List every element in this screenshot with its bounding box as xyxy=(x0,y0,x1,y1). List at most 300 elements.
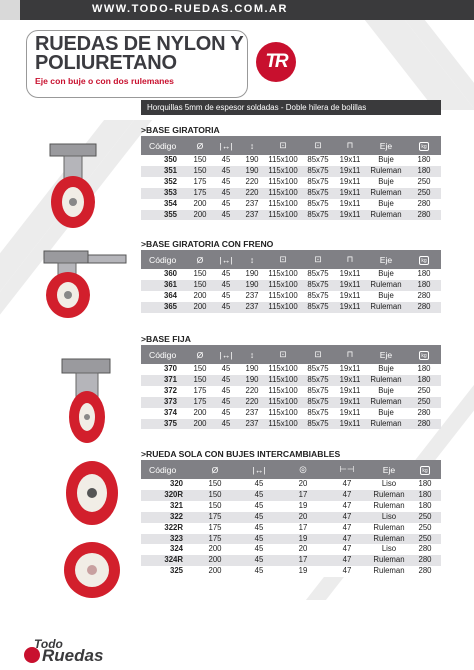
table-cell: 85x75 xyxy=(301,188,335,199)
table-cell: 47 xyxy=(325,501,369,512)
table-cell: 250 xyxy=(407,386,441,397)
table-row xyxy=(141,188,441,199)
table-cell: 19x11 xyxy=(335,419,365,430)
table-cell: 85x75 xyxy=(301,177,335,188)
product-code: 322 xyxy=(141,512,193,523)
table-row xyxy=(141,280,441,291)
table-cell: 47 xyxy=(325,534,369,545)
table-cell: Ruleman xyxy=(365,302,407,313)
table-cell: 190 xyxy=(239,375,265,386)
height-icon: ↕ xyxy=(239,250,265,269)
table-cell: 19 xyxy=(281,534,325,545)
table-cell: 45 xyxy=(237,544,281,555)
table-cell: 115x100 xyxy=(265,155,301,166)
table-cell: 150 xyxy=(193,479,237,490)
table-cell: 45 xyxy=(237,523,281,534)
table-cell: 190 xyxy=(239,269,265,280)
table-header-row xyxy=(141,460,441,479)
table-cell: 220 xyxy=(239,386,265,397)
top-bar-edge xyxy=(0,0,20,20)
table-cell: Ruleman xyxy=(365,188,407,199)
table-cell: 200 xyxy=(187,302,213,313)
header-code: Código xyxy=(141,460,193,479)
table-cell: 85x75 xyxy=(301,386,335,397)
table-cell: Ruleman xyxy=(369,534,409,545)
axle-length-icon: ⊢⊣ xyxy=(325,460,369,479)
table-rueda-sola xyxy=(141,460,441,577)
table-cell: 19x11 xyxy=(335,302,365,313)
table-cell: 45 xyxy=(213,386,239,397)
table-cell: Ruleman xyxy=(365,375,407,386)
section-title-base-fija: >BASE FIJA xyxy=(141,334,191,344)
table-cell: 190 xyxy=(239,280,265,291)
product-code: 351 xyxy=(141,166,187,177)
table-cell: 200 xyxy=(187,408,213,419)
width-icon: |↔| xyxy=(213,250,239,269)
table-cell: 85x75 xyxy=(301,291,335,302)
table-cell: 150 xyxy=(193,501,237,512)
table-cell: 190 xyxy=(239,166,265,177)
table-cell: 45 xyxy=(213,408,239,419)
table-cell: 47 xyxy=(325,490,369,501)
bore-icon: ◎ xyxy=(281,460,325,479)
table-cell: 175 xyxy=(193,512,237,523)
table-row xyxy=(141,479,441,490)
table-cell: 47 xyxy=(325,555,369,566)
weight-icon xyxy=(409,460,441,479)
width-icon: |↔| xyxy=(213,136,239,155)
table-row xyxy=(141,490,441,501)
table-cell: 85x75 xyxy=(301,419,335,430)
page-title-line1: RUEDAS DE NYLON Y xyxy=(35,33,244,55)
table-cell: 85x75 xyxy=(301,166,335,177)
holes-icon: ⊡ xyxy=(301,250,335,269)
table-cell: Ruleman xyxy=(369,523,409,534)
kg-label: kg xyxy=(419,142,429,151)
product-code: 372 xyxy=(141,386,187,397)
table-cell: 85x75 xyxy=(301,210,335,221)
table-cell: 85x75 xyxy=(301,280,335,291)
table-cell: Ruleman xyxy=(369,501,409,512)
table-cell: Liso xyxy=(369,479,409,490)
table-cell: 280 xyxy=(407,291,441,302)
table-cell: 115x100 xyxy=(265,269,301,280)
table-cell: 200 xyxy=(187,210,213,221)
table-cell: 45 xyxy=(213,199,239,210)
table-header-row xyxy=(141,136,441,155)
table-cell: 19x11 xyxy=(335,364,365,375)
table-cell: 45 xyxy=(213,166,239,177)
table-cell: Liso xyxy=(369,512,409,523)
table-cell: 190 xyxy=(239,364,265,375)
table-row xyxy=(141,555,441,566)
table-cell: 85x75 xyxy=(301,155,335,166)
bolt-icon: ⊓ xyxy=(335,136,365,155)
table-body xyxy=(141,479,441,577)
table-cell: 19x11 xyxy=(335,177,365,188)
product-code: 373 xyxy=(141,397,187,408)
table-cell: 45 xyxy=(213,188,239,199)
product-code: 364 xyxy=(141,291,187,302)
table-cell: 237 xyxy=(239,291,265,302)
table-cell: 175 xyxy=(187,397,213,408)
brake-caster-image xyxy=(38,245,138,320)
table-cell: 85x75 xyxy=(301,199,335,210)
wheel-only-image-2 xyxy=(60,538,124,602)
table-cell: 45 xyxy=(237,490,281,501)
footer-brand-top: Todo xyxy=(34,637,63,651)
height-icon: ↕ xyxy=(239,136,265,155)
table-cell: 115x100 xyxy=(265,188,301,199)
table-cell: 220 xyxy=(239,177,265,188)
table-cell: 280 xyxy=(407,419,441,430)
title-box xyxy=(26,30,248,98)
table-cell: Buje xyxy=(365,408,407,419)
table-row xyxy=(141,199,441,210)
table-cell: 280 xyxy=(407,199,441,210)
table-cell: 47 xyxy=(325,544,369,555)
table-cell: Buje xyxy=(365,386,407,397)
swivel-caster-image xyxy=(38,140,108,230)
plate-icon: ⊡ xyxy=(265,345,301,364)
table-cell: Buje xyxy=(365,291,407,302)
table-cell: 180 xyxy=(407,364,441,375)
table-cell: 19x11 xyxy=(335,397,365,408)
table-cell: 250 xyxy=(409,534,441,545)
spec-banner: Horquillas 5mm de espesor soldadas - Doble hilera de bolillas xyxy=(141,100,441,115)
bolt-icon: ⊓ xyxy=(335,345,365,364)
product-code: 325 xyxy=(141,566,193,577)
table-cell: 45 xyxy=(213,397,239,408)
table-cell: Ruleman xyxy=(369,566,409,577)
table-row xyxy=(141,419,441,430)
table-cell: Buje xyxy=(365,177,407,188)
table-row xyxy=(141,177,441,188)
table-cell: 180 xyxy=(407,269,441,280)
plate-icon: ⊡ xyxy=(265,250,301,269)
table-cell: 19x11 xyxy=(335,375,365,386)
table-base-fija xyxy=(141,345,441,429)
table-cell: 115x100 xyxy=(265,166,301,177)
table-cell: 180 xyxy=(407,155,441,166)
weight-icon xyxy=(407,136,441,155)
table-cell: 280 xyxy=(407,302,441,313)
product-code: 365 xyxy=(141,302,187,313)
table-cell: Ruleman xyxy=(369,555,409,566)
table-cell: 200 xyxy=(187,419,213,430)
table-cell: 200 xyxy=(193,566,237,577)
table-cell: 250 xyxy=(409,512,441,523)
table-cell: 19x11 xyxy=(335,386,365,397)
table-cell: 19x11 xyxy=(335,199,365,210)
table-cell: Buje xyxy=(365,269,407,280)
table-base-giratoria-freno xyxy=(141,250,441,313)
table-cell: 150 xyxy=(187,155,213,166)
table-cell: 85x75 xyxy=(301,364,335,375)
table-row xyxy=(141,397,441,408)
table-cell: 17 xyxy=(281,555,325,566)
product-code: 350 xyxy=(141,155,187,166)
top-bar xyxy=(0,0,474,20)
table-cell: 150 xyxy=(187,280,213,291)
table-cell: 115x100 xyxy=(265,419,301,430)
table-cell: 45 xyxy=(237,534,281,545)
table-cell: 45 xyxy=(213,155,239,166)
table-cell: 45 xyxy=(213,177,239,188)
table-cell: 47 xyxy=(325,566,369,577)
table-cell: 20 xyxy=(281,544,325,555)
table-cell: 175 xyxy=(187,386,213,397)
table-row xyxy=(141,408,441,419)
table-cell: 115x100 xyxy=(265,397,301,408)
table-cell: Ruleman xyxy=(365,397,407,408)
table-cell: 115x100 xyxy=(265,375,301,386)
table-cell: 47 xyxy=(325,479,369,490)
table-cell: 150 xyxy=(187,269,213,280)
diameter-icon: Ø xyxy=(187,136,213,155)
table-body xyxy=(141,364,441,429)
table-cell: 237 xyxy=(239,408,265,419)
table-row xyxy=(141,501,441,512)
header-code: Código xyxy=(141,250,187,269)
table-cell: 150 xyxy=(187,375,213,386)
header-eje: Eje xyxy=(365,136,407,155)
page-subtitle: Eje con buje o con dos rulemanes xyxy=(35,76,174,86)
header-eje: Eje xyxy=(365,345,407,364)
product-code: 354 xyxy=(141,199,187,210)
table-cell: Ruleman xyxy=(365,280,407,291)
table-cell: 19x11 xyxy=(335,166,365,177)
table-cell: 115x100 xyxy=(265,280,301,291)
page-title xyxy=(35,35,244,73)
header-code: Código xyxy=(141,345,187,364)
table-cell: 45 xyxy=(213,210,239,221)
product-code: 361 xyxy=(141,280,187,291)
table-cell: 180 xyxy=(407,375,441,386)
table-cell: 115x100 xyxy=(265,364,301,375)
diameter-icon: Ø xyxy=(187,250,213,269)
table-cell: Ruleman xyxy=(365,419,407,430)
weight-icon xyxy=(407,250,441,269)
table-cell: Buje xyxy=(365,364,407,375)
table-cell: 17 xyxy=(281,523,325,534)
table-cell: 19x11 xyxy=(335,188,365,199)
table-cell: 180 xyxy=(409,490,441,501)
product-code: 352 xyxy=(141,177,187,188)
product-code: 324 xyxy=(141,544,193,555)
table-body xyxy=(141,155,441,220)
table-cell: 280 xyxy=(407,210,441,221)
table-header-row xyxy=(141,250,441,269)
table-row xyxy=(141,375,441,386)
table-cell: 19 xyxy=(281,501,325,512)
table-cell: 45 xyxy=(237,479,281,490)
brand-logo xyxy=(256,42,296,82)
page-title-line2: POLIURETANO xyxy=(35,52,177,74)
table-cell: 280 xyxy=(407,408,441,419)
fixed-caster-image xyxy=(52,355,122,445)
table-cell: 175 xyxy=(193,523,237,534)
footer-brand-bottom: Ruedas xyxy=(42,646,104,665)
product-code: 374 xyxy=(141,408,187,419)
table-cell: 250 xyxy=(409,523,441,534)
table-row xyxy=(141,364,441,375)
table-cell: Liso xyxy=(369,544,409,555)
table-cell: 20 xyxy=(281,479,325,490)
product-code: 323 xyxy=(141,534,193,545)
table-row xyxy=(141,523,441,534)
table-cell: Buje xyxy=(365,199,407,210)
table-row xyxy=(141,291,441,302)
weight-icon xyxy=(407,345,441,364)
table-row xyxy=(141,566,441,577)
table-cell: 85x75 xyxy=(301,397,335,408)
table-cell: 45 xyxy=(237,555,281,566)
table-cell: 200 xyxy=(193,544,237,555)
table-cell: 45 xyxy=(237,566,281,577)
table-base-giratoria xyxy=(141,136,441,220)
table-cell: Ruleman xyxy=(369,490,409,501)
height-icon: ↕ xyxy=(239,345,265,364)
table-cell: 115x100 xyxy=(265,291,301,302)
footer-logo xyxy=(20,637,170,665)
table-cell: 85x75 xyxy=(301,408,335,419)
table-cell: 220 xyxy=(239,188,265,199)
table-cell: 17 xyxy=(281,490,325,501)
product-code: 375 xyxy=(141,419,187,430)
table-cell: 175 xyxy=(193,534,237,545)
product-code: 320 xyxy=(141,479,193,490)
table-row xyxy=(141,210,441,221)
kg-label: kg xyxy=(420,466,430,475)
table-cell: 175 xyxy=(187,177,213,188)
table-cell: 175 xyxy=(187,188,213,199)
holes-icon: ⊡ xyxy=(301,345,335,364)
table-header-row xyxy=(141,345,441,364)
table-cell: 45 xyxy=(237,512,281,523)
table-cell: 19x11 xyxy=(335,269,365,280)
diameter-icon: Ø xyxy=(187,345,213,364)
table-cell: 85x75 xyxy=(301,269,335,280)
width-icon: |↔| xyxy=(213,345,239,364)
section-title-rueda-sola: >RUEDA SOLA CON BUJES INTERCAMBIABLES xyxy=(141,449,341,459)
table-cell: 200 xyxy=(187,199,213,210)
table-cell: 150 xyxy=(187,166,213,177)
product-code: 322R xyxy=(141,523,193,534)
plate-icon: ⊡ xyxy=(265,136,301,155)
brand-logo-text: TR xyxy=(265,51,287,72)
table-cell: 280 xyxy=(409,544,441,555)
bolt-icon: ⊓ xyxy=(335,250,365,269)
product-code: 324R xyxy=(141,555,193,566)
table-cell: 237 xyxy=(239,302,265,313)
table-cell: 19x11 xyxy=(335,210,365,221)
holes-icon: ⊡ xyxy=(301,136,335,155)
table-row xyxy=(141,386,441,397)
table-cell: 20 xyxy=(281,512,325,523)
table-cell: 45 xyxy=(213,302,239,313)
product-code: 360 xyxy=(141,269,187,280)
table-cell: 150 xyxy=(193,490,237,501)
table-cell: 19x11 xyxy=(335,280,365,291)
table-cell: 200 xyxy=(187,291,213,302)
section-title-base-giratoria: >BASE GIRATORIA xyxy=(141,125,220,135)
product-code: 353 xyxy=(141,188,187,199)
product-code: 355 xyxy=(141,210,187,221)
table-cell: 237 xyxy=(239,199,265,210)
table-row xyxy=(141,269,441,280)
table-cell: 45 xyxy=(213,375,239,386)
table-cell: Ruleman xyxy=(365,166,407,177)
table-cell: Ruleman xyxy=(365,210,407,221)
table-cell: 45 xyxy=(213,280,239,291)
kg-label: kg xyxy=(419,351,429,360)
diameter-icon: Ø xyxy=(193,460,237,479)
table-row xyxy=(141,544,441,555)
kg-label: kg xyxy=(419,256,429,265)
table-cell: 180 xyxy=(409,501,441,512)
table-cell: 280 xyxy=(409,566,441,577)
table-cell: 250 xyxy=(407,397,441,408)
table-cell: 45 xyxy=(213,419,239,430)
table-cell: 45 xyxy=(237,501,281,512)
wheel-only-image-1 xyxy=(62,458,122,528)
table-cell: 250 xyxy=(407,188,441,199)
table-cell: 250 xyxy=(407,177,441,188)
table-cell: 115x100 xyxy=(265,210,301,221)
table-cell: 180 xyxy=(409,479,441,490)
table-cell: Buje xyxy=(365,155,407,166)
table-cell: 45 xyxy=(213,291,239,302)
header-eje: Eje xyxy=(365,250,407,269)
table-cell: 85x75 xyxy=(301,375,335,386)
product-code: 370 xyxy=(141,364,187,375)
table-cell: 85x75 xyxy=(301,302,335,313)
table-row xyxy=(141,512,441,523)
product-code: 320R xyxy=(141,490,193,501)
product-code: 371 xyxy=(141,375,187,386)
table-cell: 45 xyxy=(213,269,239,280)
table-cell: 115x100 xyxy=(265,386,301,397)
table-row xyxy=(141,534,441,545)
header-eje: Eje xyxy=(369,460,409,479)
table-cell: 115x100 xyxy=(265,177,301,188)
header-code: Código xyxy=(141,136,187,155)
table-cell: 190 xyxy=(239,155,265,166)
width-icon: |↔| xyxy=(237,460,281,479)
table-cell: 220 xyxy=(239,397,265,408)
section-title-base-giratoria-freno: >BASE GIRATORIA CON FRENO xyxy=(141,239,274,249)
table-cell: 19 xyxy=(281,566,325,577)
table-cell: 180 xyxy=(407,280,441,291)
table-cell: 115x100 xyxy=(265,408,301,419)
table-cell: 237 xyxy=(239,419,265,430)
website-url[interactable]: WWW.TODO-RUEDAS.COM.AR xyxy=(92,3,288,15)
table-cell: 200 xyxy=(193,555,237,566)
table-cell: 150 xyxy=(187,364,213,375)
table-cell: 47 xyxy=(325,512,369,523)
table-body xyxy=(141,269,441,313)
table-row xyxy=(141,155,441,166)
table-cell: 47 xyxy=(325,523,369,534)
table-cell: 19x11 xyxy=(335,155,365,166)
table-cell: 19x11 xyxy=(335,408,365,419)
table-cell: 180 xyxy=(407,166,441,177)
table-cell: 280 xyxy=(409,555,441,566)
table-cell: 237 xyxy=(239,210,265,221)
table-cell: 115x100 xyxy=(265,199,301,210)
table-row xyxy=(141,166,441,177)
